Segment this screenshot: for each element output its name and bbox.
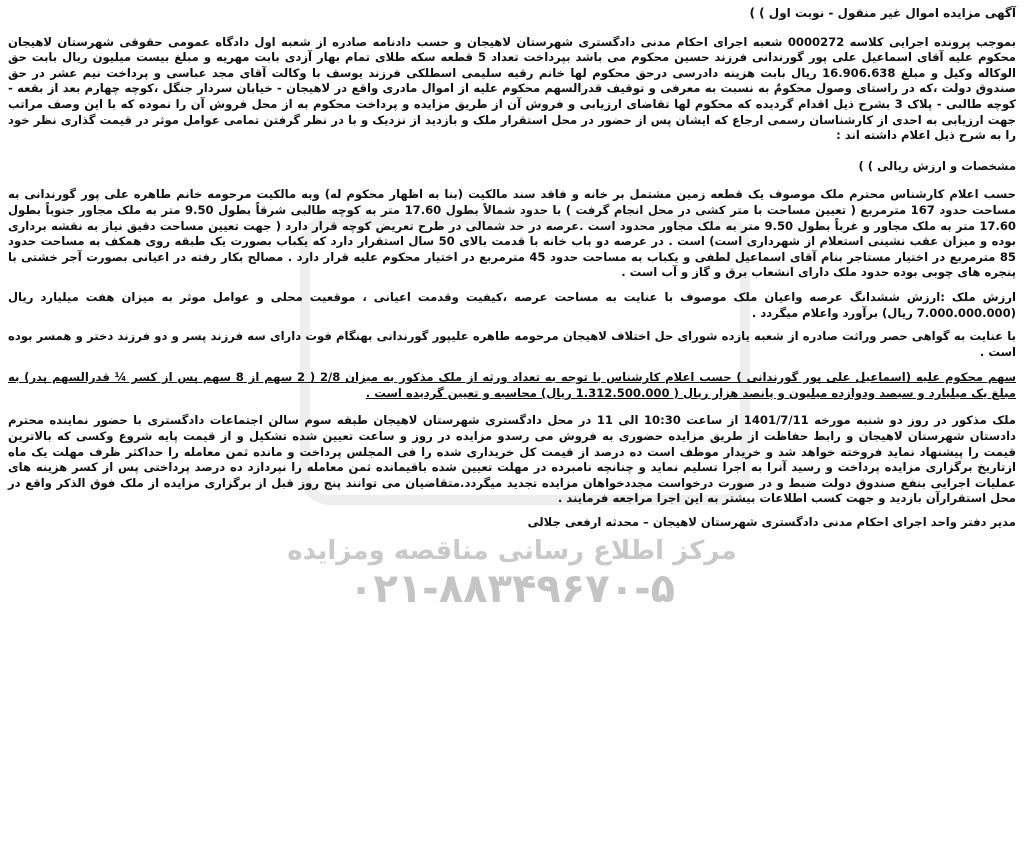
signature-line: مدیر دفتر واحد اجرای احکام مدنی دادگستری شهرستان لاهیجان – محدثه ارفعی جلالی: [527, 515, 1016, 530]
specs-heading: مشخصات و ارزش ریالی ) ): [858, 158, 1016, 173]
share-paragraph: سهم محکوم علیه (اسماعیل علی پور گورندانی ) حسب اعلام کارشناس با توجه به تعداد ورثه از ملک مذکور به میزان 2/8 ( 2 سهم از 8 سهم پس از کسر ¼ قدرالسهم پدر) به مبلغ یک میلیارد و سیصد ودوازده میلیون و پانصد هزار ریال ( 1.312.500.000 ریال) محاسبه و تعیین گردیده است .: [8, 370, 1016, 400]
notice-title: آگهی مزایده اموال غیر منقول - نوبت اول ) ): [749, 6, 1016, 20]
heirs-paragraph: با عنایت به گواهی حصر وراثت صادره از شعبه یازده شورای حل اختلاف لاهیجان مرحومه طاهره علیپور گورندانی بهنگام فوت دارای سه فرزند پسر و دو فرزند دختر و همسر بوده است .: [8, 329, 1016, 359]
watermark-caption: مرکز اطلاع رسانی مناقصه ومزایده: [287, 536, 737, 566]
intro-paragraph: بموجب پرونده اجرایی کلاسه 0000272 شعبه اجرای احکام مدنی دادگستری شهرستان لاهیجان و حسب دادنامه صادره از شعبه اول دادگاه عمومی حقوقی شهرستان لاهیجان محکوم علیه آقای اسماعیل علی پور گورندانی فرزند حسین محکوم می باشد بپرداخت تعداد 5 قطعه سکه طلای تمام بهار آزدی بابت مهریه و مبلغ بیست میلیون ریال بابت حق الوکاله وکیل و مبلغ 16.906.638 ریال بابت هزینه دادرسی درحق محکوم لها خانم رقیه سلیمی اسطلکی فرزند یوسف با وکالت آقای مجد عباسی و پرداخت نیم عشر در حق صندوق دولت ،که در راستای وصول محکومٌ به نسبت به معرفی و توقیف قدرالسهم محکوم علیه از اموال مادری واقع در لاهیجان - خیابان سردار جنگل ،کوچه چهارم بعد از بقعه - کوچه طالبی - پلاک 3 بشرح ذیل اقدام گردیده که محکوم لها تقاضای ارزیابی و فروش آن از طریق مزایده و پرداخت محکوم به از محل فروش آن را نموده که با این وصف مراتب جهت ارزیابی به احدی از کارشناسان رسمی ارجاع که ایشان پس از حضور در محل استقرار ملک و بازدید از نزدیک و با در نظر گرفتن تمامی عوامل موثر در قیمت گذاری نظر خود را به شرح ذیل اعلام داشته اند :: [8, 34, 1016, 143]
watermark-phone: ۰۲۱-۸۸۳۴۹۶۷۰-۵: [348, 566, 676, 612]
auction-paragraph: ملک مذکور در روز دو شنبه مورخه 1401/7/11 از ساعت 10:30 الی 11 در محل دادگستری شهرستان لاهیجان طبقه سوم سالن اجتماعات دادگستری با حضور نماینده محترم دادستان شهرستان لاهیجان و رابط حفاظت از طریق مزایده حضوری به فروش می رسدو مزایده در روز و ساعت تعیین شده تشکیل و از قیمت پایه شروع وکسی که بالاترین قیمت را پیشنهاد نماید فروخته خواهد شد و خریدار موظف است ده درصد از قیمت کل خریداری شده را فی المجلس پرداخت و مانده ثمن معامله را حداکثر ظرف مهلت یک ماه ازتاریخ برگزاری مزایده پرداخت و رسید آنرا به اجرا تسلیم نماید و چنانچه نامبرده در مهلت تعیین شده باقیمانده ثمن معامله را نپردازد ده درصد پرداختی پس از کسر هزینه های عملیات اجرایی بنفع صندوق دولت ضبط و در صورت درخواست مجددخواهان مزایده تجدید میگردد.متقاضیان می توانند پنج روز قبل از برگزاری مزایده از ملک فوق الذکر واقع در محل استقرارآن بازدید و جهت کسب اطلاعات بیشتر به این اجرا مراجعه فرمایند .: [8, 413, 1016, 506]
value-paragraph: ارزش ملک :ارزش ششدانگ عرصه واعیان ملک موصوف با عنایت به مساحت عرصه ،کیفیت وقدمت اعیانی ، موقعیت محلی و عوامل موثر به میزان هفت میلیارد ریال (7.000.000.000 ریال) برآورد واعلام میگردد .: [8, 289, 1016, 320]
specs-paragraph: حسب اعلام کارشناس محترم ملک موصوف یک قطعه زمین مشتمل بر خانه و فاقد سند مالکیت (بنا به اظهار محکوم له) وبه مالکیت مرحومه خانم طاهره علی پور گورندانی به مساحت حدود 167 مترمربع ( تعیین مساحت با متر کشی در محل انجام گرفت ) با حدود شمالاً بطول 17.60 متر به کوچه طالبی شرقاً بطول 9.50 متر به ملک مجاور جنوباً بطول 17.60 متر به ملک مجاور و غرباً بطول 9.50 متر به ملک مجاور محدود است .عرصه در حد شمالی در طرح تعریض کوچه قرار دارد ( جهت تعیین مساحت دقیق نیاز به نقشه برداری بوده و میزان عقب نشینی استعلام از شهرداری است) است . در عرصه دو باب خانه با قدمت بالای 50 سال استقرار دارد که یکباب بصورت یک طبقه روی همکف به مساحت حدود 85 مترمربع در اختیار مستاجر بنام آقای اسماعیل لطفی و یکباب به مساحت حدود 45 مترمربع در اختیار محکوم علیه قرار دارد . مصالح بکار رفته در اعیانی بصورت آجر خشتی با پنجره های چوبی بوده حدود ملک دارای انشعاب برق و گاز و آب است .: [8, 187, 1016, 280]
